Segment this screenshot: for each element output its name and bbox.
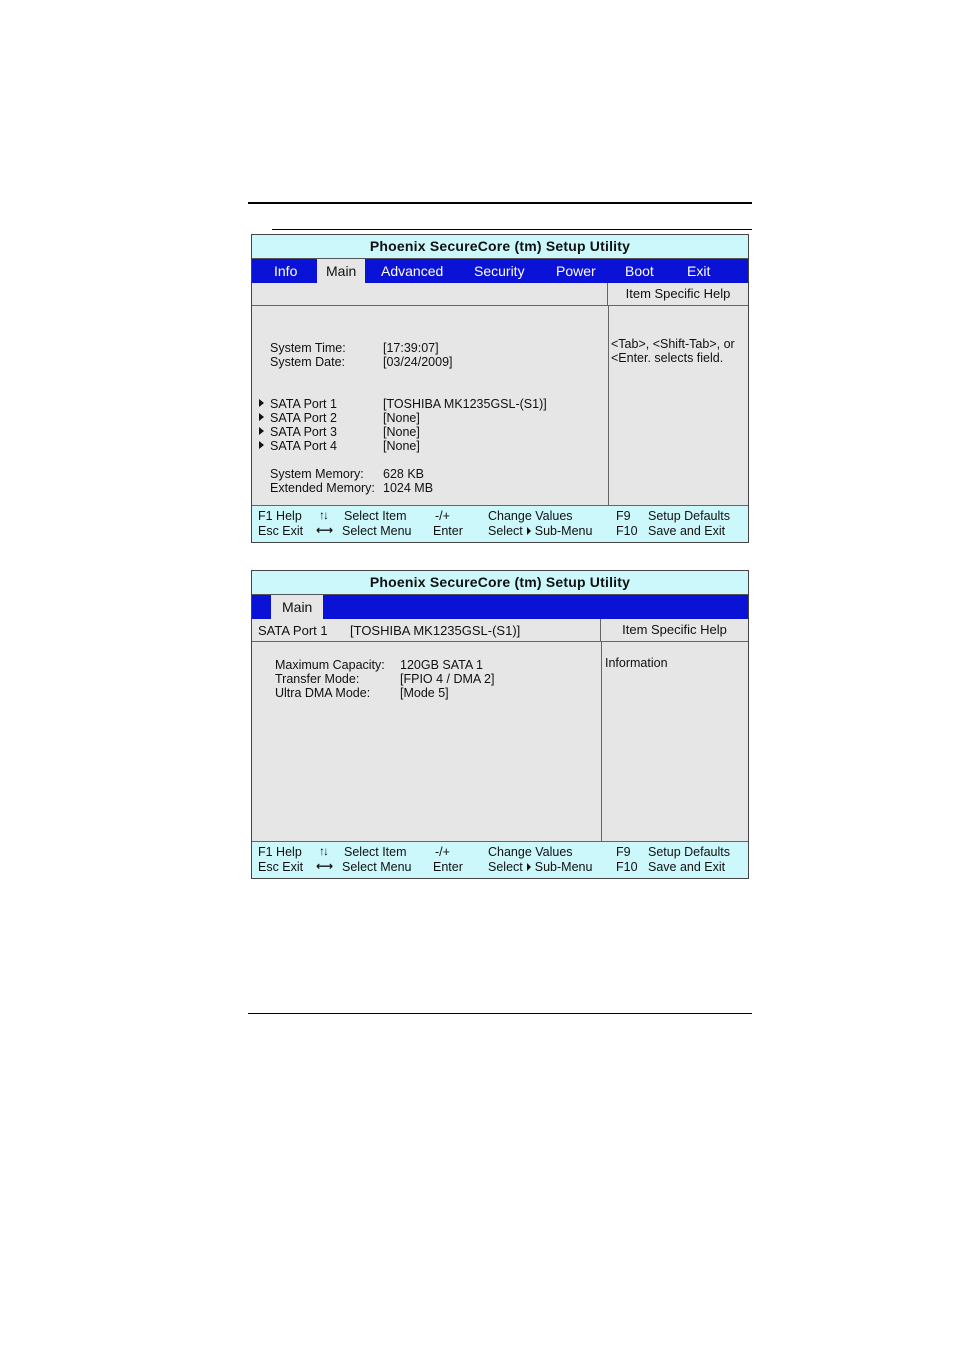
system-date-value[interactable]: [03/24/2009] <box>383 355 453 369</box>
menu-tab-info[interactable]: Info <box>274 263 298 279</box>
bios-title: Phoenix SecureCore (tm) Setup Utility <box>252 571 748 595</box>
menu-tab-boot[interactable]: Boot <box>625 263 654 279</box>
bios-menu-bar <box>252 595 748 619</box>
select-label: Select <box>488 524 523 538</box>
up-down-arrow-icon: ↑↓ <box>319 844 327 858</box>
f9-key: F9 <box>616 509 631 523</box>
f1-help: F1 Help <box>258 845 302 859</box>
ultra-dma-label: Ultra DMA Mode: <box>275 686 371 700</box>
help-text: Information <box>605 656 668 670</box>
save-and-exit: Save and Exit <box>648 860 726 874</box>
enter-key: Enter <box>433 524 463 538</box>
plus-minus-key: -/+ <box>435 845 450 859</box>
sata-port-1-label[interactable]: SATA Port 1 <box>270 397 337 411</box>
bios-screen-sata-port-1 <box>251 570 749 879</box>
menu-tab-security[interactable]: Security <box>474 263 525 279</box>
esc-exit: Esc Exit <box>258 860 304 874</box>
system-time-value[interactable]: [17:39:07] <box>383 341 439 355</box>
sata-detail-body <box>252 642 748 841</box>
submenu-arrow-icon <box>259 441 264 449</box>
sata-port-2-value: [None] <box>383 411 420 425</box>
menu-tab-exit[interactable]: Exit <box>687 263 711 279</box>
sub-menu-label: Sub-Menu <box>534 524 593 538</box>
submenu-arrow-icon <box>259 427 264 435</box>
key-legend-footer <box>252 505 748 542</box>
save-and-exit: Save and Exit <box>648 524 726 538</box>
sata-port-3-label[interactable]: SATA Port 3 <box>270 425 337 439</box>
select-menu: Select Menu <box>342 524 412 538</box>
sata-port-2-label[interactable]: SATA Port 2 <box>270 411 337 425</box>
help-text-line-1: <Tab>, <Shift-Tab>, or <box>611 337 735 351</box>
sata-port-header-label: SATA Port 1 <box>258 623 328 638</box>
f1-help: F1 Help <box>258 509 302 523</box>
setup-defaults: Setup Defaults <box>648 509 730 523</box>
select-label: Select <box>488 860 523 874</box>
help-header: Item Specific Help <box>600 619 748 641</box>
sata-port-1-value: [TOSHIBA MK1235GSL-(S1)] <box>383 397 547 411</box>
bios-title: Phoenix SecureCore (tm) Setup Utility <box>252 235 748 259</box>
sub-menu-label: Sub-Menu <box>534 860 593 874</box>
change-values: Change Values <box>488 845 573 859</box>
system-memory-value: 628 KB <box>383 467 425 481</box>
main-body <box>252 306 748 505</box>
left-right-arrow-icon: ⟷ <box>316 523 334 537</box>
up-down-arrow-icon: ↑↓ <box>319 508 327 522</box>
left-right-arrow-icon: ⟷ <box>316 859 334 873</box>
help-divider <box>608 306 609 505</box>
menu-tab-power[interactable]: Power <box>556 263 596 279</box>
bios-screen-main <box>251 234 749 543</box>
top-rule <box>248 202 752 204</box>
system-time-label: System Time: <box>270 341 346 355</box>
help-divider <box>601 642 602 841</box>
select-submenu <box>488 524 592 539</box>
select-submenu <box>488 860 592 875</box>
change-values: Change Values <box>488 509 573 523</box>
bottom-rule <box>248 1013 752 1014</box>
submenu-arrow-icon <box>259 399 264 407</box>
extended-memory-label: Extended Memory: <box>270 481 375 495</box>
system-date-label: System Date: <box>270 355 346 369</box>
select-item: Select Item <box>344 845 407 859</box>
f9-key: F9 <box>616 845 631 859</box>
submenu-arrow-icon <box>259 413 264 421</box>
sata-port-4-label[interactable]: SATA Port 4 <box>270 439 337 453</box>
plus-minus-key: -/+ <box>435 509 450 523</box>
key-legend-footer <box>252 841 748 878</box>
select-menu: Select Menu <box>342 860 412 874</box>
ultra-dma-value: [Mode 5] <box>400 686 449 700</box>
transfer-mode-value: [FPIO 4 / DMA 2] <box>400 672 495 686</box>
transfer-mode-label: Transfer Mode: <box>275 672 360 686</box>
sata-port-header-value: [TOSHIBA MK1235GSL-(S1)] <box>350 623 521 638</box>
max-capacity-value: 120GB SATA 1 <box>400 658 483 672</box>
sata-port-4-value: [None] <box>383 439 420 453</box>
section-header <box>252 283 748 306</box>
menu-tab-main[interactable]: Main <box>271 595 323 619</box>
system-memory-label: System Memory: <box>270 467 364 481</box>
setup-defaults: Setup Defaults <box>648 845 730 859</box>
help-text-line-2: <Enter. selects field. <box>611 351 724 365</box>
menu-tab-advanced[interactable]: Advanced <box>381 263 444 279</box>
enter-key: Enter <box>433 860 463 874</box>
help-header: Item Specific Help <box>607 283 748 305</box>
top-rule-2 <box>272 229 752 230</box>
sata-port-3-value: [None] <box>383 425 420 439</box>
section-header <box>252 619 748 642</box>
esc-exit: Esc Exit <box>258 524 304 538</box>
f10-key: F10 <box>616 524 638 538</box>
submenu-triangle-icon <box>527 863 531 871</box>
submenu-triangle-icon <box>527 527 531 535</box>
bios-menu-bar <box>252 259 748 283</box>
f10-key: F10 <box>616 860 638 874</box>
menu-tab-main[interactable]: Main <box>317 259 365 283</box>
max-capacity-label: Maximum Capacity: <box>275 658 385 672</box>
select-item: Select Item <box>344 509 407 523</box>
extended-memory-value: 1024 MB <box>383 481 434 495</box>
